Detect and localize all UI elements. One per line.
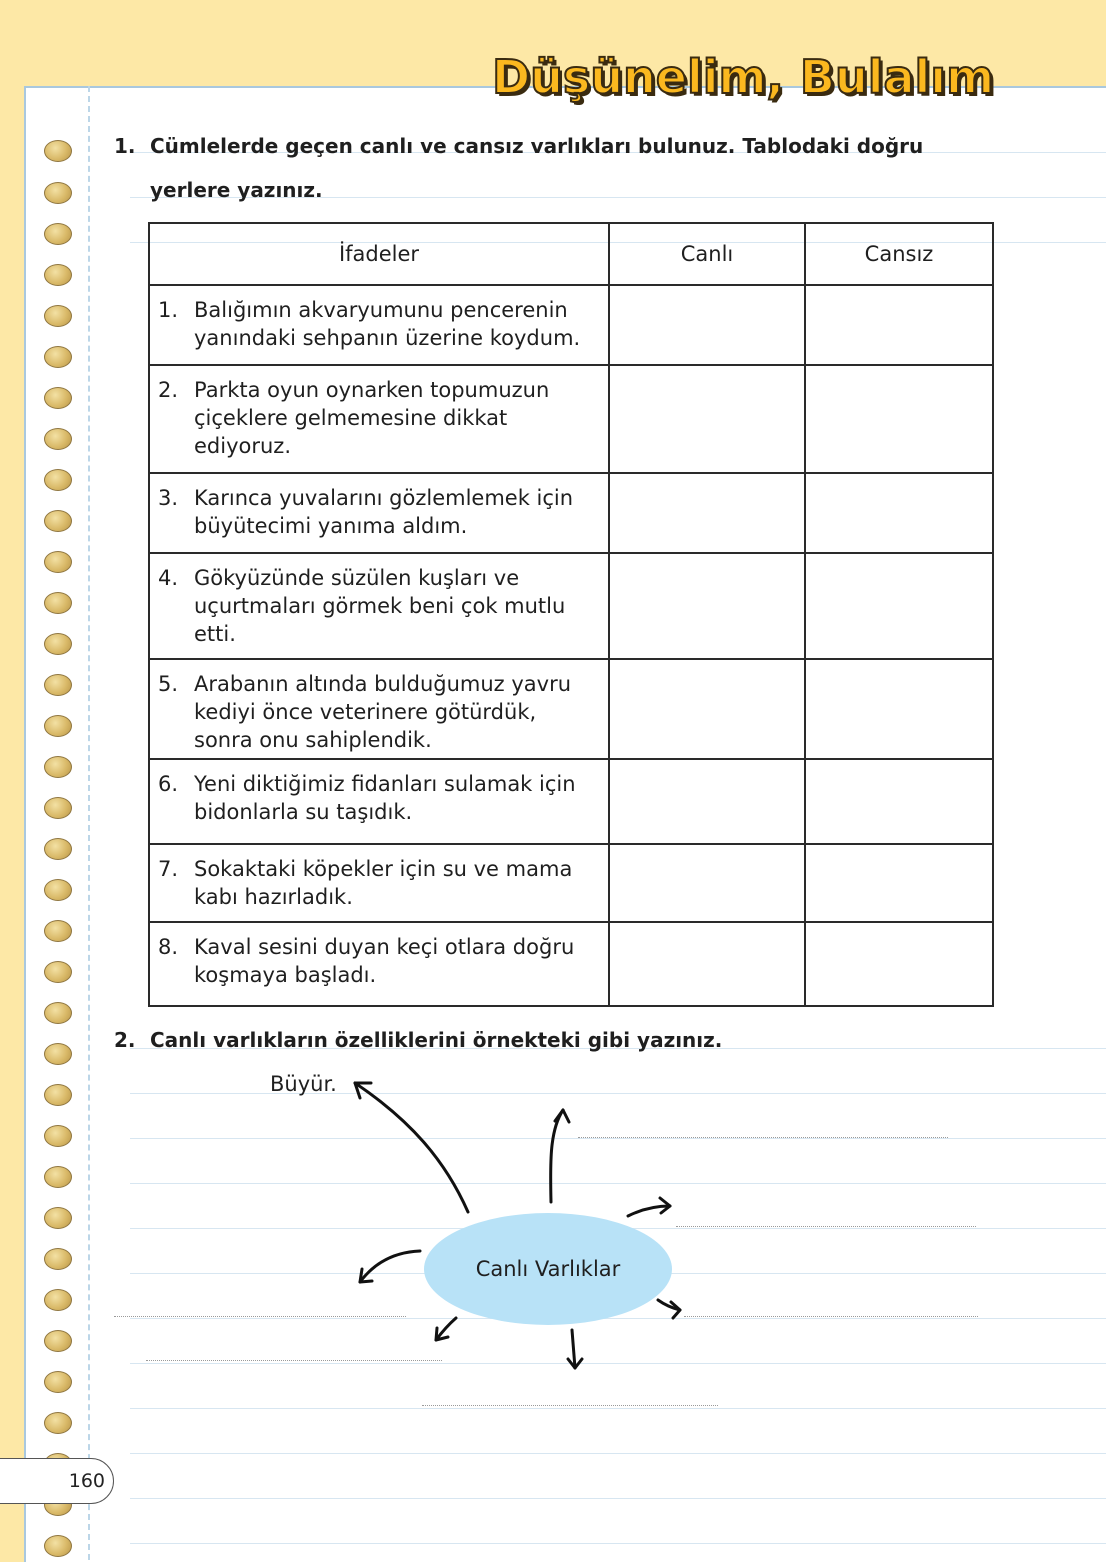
question-1-text-line2: yerlere yazınız. xyxy=(150,178,323,202)
question-2-number: 2. xyxy=(114,1028,136,1052)
row-statement: Balığımın akvaryumunu pencerenin yanındaki sehpanın üzerine koydum. xyxy=(194,298,581,350)
example-answer-label: Büyür. xyxy=(270,1072,337,1096)
row-number: 2. xyxy=(158,378,179,402)
page-number-text: 160 xyxy=(68,1470,105,1492)
question-2-text: Canlı varlıkların özelliklerini örnekteki gibi yazınız. xyxy=(150,1028,723,1052)
page-number xyxy=(0,1458,114,1504)
header-cansiz: Cansız xyxy=(805,223,993,285)
header-ifadeler: İfadeler xyxy=(149,223,609,285)
row-number: 7. xyxy=(158,857,179,881)
header-canli: Canlı xyxy=(609,223,805,285)
answer-line-1[interactable] xyxy=(578,1137,948,1138)
question-1-number: 1. xyxy=(114,134,136,158)
row-number: 4. xyxy=(158,566,179,590)
answer-line-6[interactable] xyxy=(422,1405,718,1406)
row-number: 3. xyxy=(158,486,179,510)
arrow-to-example xyxy=(355,1083,468,1212)
question-1-text-line1: Cümlelerde geçen canlı ve cansız varlıkları bulunuz. Tablodaki doğru xyxy=(150,134,924,158)
row-statement: Parkta oyun oynarken topumuzun çiçeklere gelmemesine dikkat ediyoruz. xyxy=(194,378,550,458)
row-number: 1. xyxy=(158,298,179,322)
row-statement: Karınca yuvalarını gözlemlemek için büyütecimi yanıma aldım. xyxy=(194,486,574,538)
arrow-left xyxy=(360,1251,420,1282)
row-statement: Gökyüzünde süzülen kuşları ve uçurtmaları görmek beni çok mutlu etti. xyxy=(194,566,566,646)
arrow-up xyxy=(551,1110,563,1202)
page-title: Düşünelim, Bulalım xyxy=(491,50,994,104)
answer-line-2[interactable] xyxy=(676,1226,976,1227)
center-bubble xyxy=(424,1213,672,1325)
row-statement: Arabanın altında bulduğumuz yavru kediyi önce veterinere götürdük, sonra onu sahiplendik. xyxy=(194,672,572,752)
answer-line-3[interactable] xyxy=(114,1316,406,1317)
row-number: 6. xyxy=(158,772,179,796)
center-label: Canlı Varlıklar xyxy=(475,1257,621,1281)
answer-line-4[interactable] xyxy=(684,1316,978,1317)
answer-line-5[interactable] xyxy=(146,1360,442,1361)
row-statement: Sokaktaki köpekler için su ve mama kabı hazırladık. xyxy=(194,857,573,909)
row-statement: Kaval sesini duyan keçi otlara doğru koşmaya başladı. xyxy=(194,935,575,987)
row-number: 5. xyxy=(158,672,179,696)
row-number: 8. xyxy=(158,935,179,959)
row-statement: Yeni diktiğimiz fidanları sulamak için bidonlarla su taşıdık. xyxy=(194,772,576,824)
